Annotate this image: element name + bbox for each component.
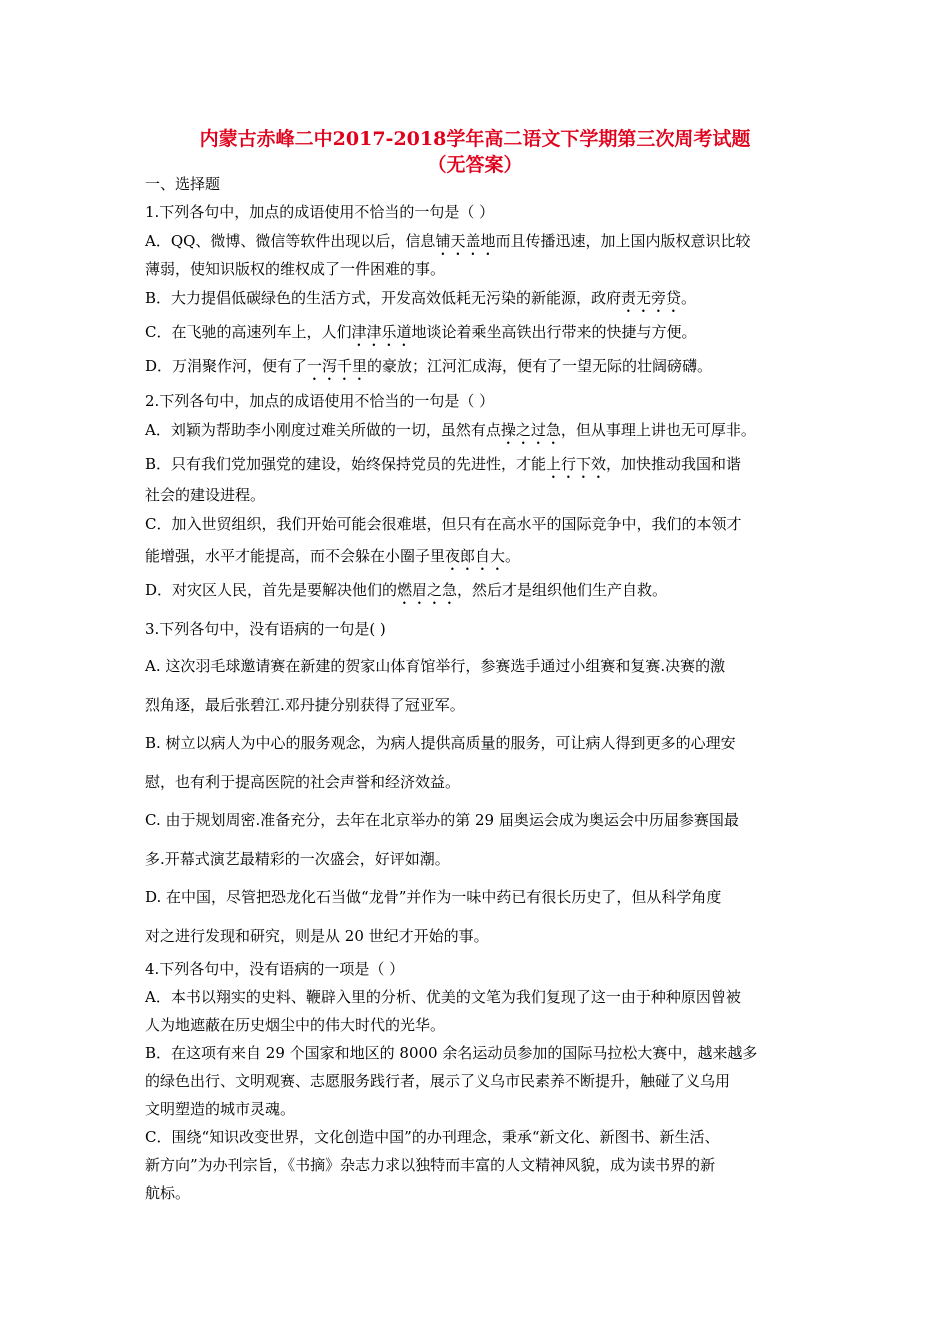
question-3-option-c-cont: 多.开幕式演艺最精彩的一次盛会，好评如潮。 — [145, 850, 450, 868]
question-4-option-a-cont: 人为地遮蔽在历史烟尘中的伟大时代的光华。 — [145, 1016, 446, 1034]
question-4-option-a: A．本书以翔实的史料、鞭辟入里的分析、优美的文笔为我们复现了这一由于种种原因曾被 — [145, 988, 741, 1006]
question-2-option-b: B．只有我们党加强党的建设，始终保持党员的先进性，才能上行下效，加快推动我国和谐 — [145, 455, 742, 473]
question-1-option-d: D．万涓聚作河，便有了一泻千里的豪放；江河汇成海，便有了一望无际的壮阔磅礴。 — [145, 357, 713, 375]
question-3-option-c: C. 由于规划周密.准备充分，去年在北京举办的第 29 届奥运会成为奥运会中历届参赛国最 — [145, 811, 739, 829]
question-2-stem: 2.下列各句中，加点的成语使用不恰当的一句是（ ） — [145, 392, 495, 410]
question-3-option-d-cont: 对之进行发现和研究，则是从 20 世纪才开始的事。 — [145, 927, 489, 945]
exam-title-note: （无答案） — [427, 154, 523, 176]
question-3-stem: 3.下列各句中，没有语病的一句是( ) — [145, 620, 386, 638]
question-2-option-b-cont: 社会的建设进程。 — [145, 486, 266, 504]
question-3-option-a: A. 这次羽毛球邀请赛在新建的贺家山体育馆举行，参赛选手通过小组赛和复赛.决赛的激 — [145, 657, 726, 675]
question-2-option-a: A．刘颖为帮助李小刚度过难关所做的一切，虽然有点操之过急，但从事理上讲也无可厚非。 — [145, 421, 756, 439]
emphasized-idiom: 铺天盖地 — [435, 232, 496, 250]
question-4-option-c-cont: 新方向”为办刊宗旨，《书摘》杂志力求以独特而丰富的人文精神风貌，成为读书界的新 — [145, 1156, 716, 1174]
question-3-option-d: D. 在中国，尽管把恐龙化石当做“龙骨”并作为一味中药已有很长历史了，但从科学角度 — [145, 888, 722, 906]
question-2-option-c-cont: 能增强，水平才能提高，而不会躲在小圈子里夜郎自大。 — [145, 547, 521, 565]
question-3-option-a-cont: 烈角逐，最后张碧江.邓丹捷分别获得了冠亚军。 — [145, 696, 465, 714]
emphasized-idiom: 一泻千里 — [307, 357, 368, 375]
emphasized-idiom: 津津乐道 — [351, 323, 412, 341]
question-2-option-d: D．对灾区人民，首先是要解决他们的燃眉之急，然后才是组织他们生产自救。 — [145, 581, 668, 599]
question-4-option-b: B．在这项有来自 29 个国家和地区的 8000 余名运动员参加的国际马拉松大赛中，越来越多 — [145, 1044, 758, 1062]
emphasized-idiom: 责无旁贷 — [621, 289, 682, 307]
question-3-option-b-cont: 慰，也有利于提高医院的社会声誉和经济效益。 — [145, 773, 461, 791]
section-heading: 一、选择题 — [145, 175, 221, 193]
emphasized-idiom: 上行下效 — [546, 455, 607, 473]
question-1-option-a: A．QQ、微博、微信等软件出现以后，信息铺天盖地而且传播迅速，加上国内版权意识比较 — [145, 232, 751, 250]
emphasized-idiom: 燃眉之急 — [397, 581, 458, 599]
exam-title: 内蒙古赤峰二中2017-2018学年高二语文下学期第三次周考试题 — [199, 128, 751, 150]
question-4-option-c: C．围绕“知识改变世界，文化创造中国”的办刊理念，秉承“新文化、新图书、新生活、 — [145, 1128, 720, 1146]
question-4-stem: 4.下列各句中，没有语病的一项是（ ） — [145, 960, 405, 978]
question-1-option-b: B．大力提倡低碳绿色的生活方式，开发高效低耗无污染的新能源，政府责无旁贷。 — [145, 289, 697, 307]
question-1-option-c: C．在飞驰的高速列车上，人们津津乐道地谈论着乘坐高铁出行带来的快捷与方便。 — [145, 323, 697, 341]
emphasized-idiom: 夜郎自大 — [445, 547, 506, 565]
question-1-option-a-cont: 薄弱，使知识版权的维权成了一件困难的事。 — [145, 260, 446, 278]
question-1-stem: 1.下列各句中，加点的成语使用不恰当的一句是（ ） — [145, 203, 495, 221]
question-4-option-b-cont2: 文明塑造的城市灵魂。 — [145, 1100, 296, 1118]
question-4-option-c-cont2: 航标。 — [145, 1184, 191, 1202]
question-2-option-c: C．加入世贸组织，我们开始可能会很难堪，但只有在高水平的国际竞争中，我们的本领才 — [145, 515, 742, 533]
question-3-option-b: B. 树立以病人为中心的服务观念，为病人提供高质量的服务，可让病人得到更多的心理安 — [145, 734, 736, 752]
question-4-option-b-cont: 的绿色出行、文明观赛、志愿服务践行者，展示了义乌市民素养不断提升，触碰了义乌用 — [145, 1072, 731, 1090]
emphasized-idiom: 操之过急 — [500, 421, 561, 439]
